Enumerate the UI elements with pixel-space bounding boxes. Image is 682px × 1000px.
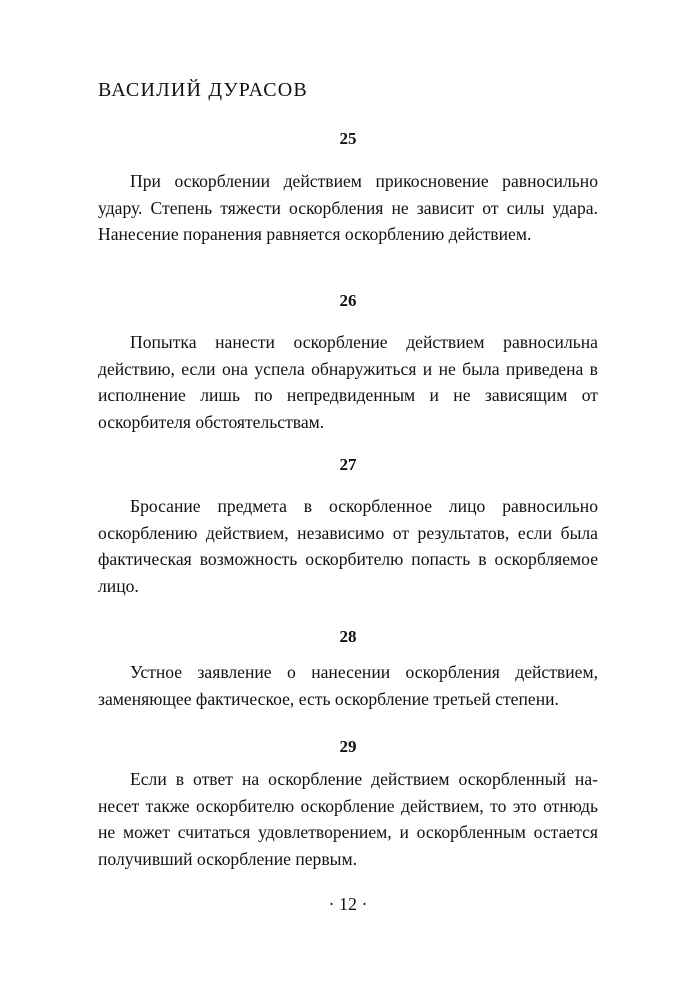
section-number: 29 (339, 737, 357, 756)
section-number: 27 (339, 455, 357, 474)
section-text: Попытка нанести оскорбление действием равносильна действию, если она успела обнаружиться и не была приведена в исполнение лишь по непредвиденным и не зависящим от оскорбителя обстоятельствам. (98, 332, 598, 432)
section-text: Бросание предмета в оскорбленное лицо равносильно оскорблению действием, независимо от результатов, если была фактическая возможность оскорбителю попасть в оскорбляемое лицо. (98, 496, 598, 596)
section-text: При оскорблении действием прикосновение равносильно удару. Степень тяжести оскорбления не зависит от силы удара. Нанесение поранения равняется оскорблению действием. (98, 171, 598, 244)
section-number: 26 (339, 291, 357, 310)
running-head-author: ВАСИЛИЙ ДУРАСОВ (98, 79, 308, 101)
section-text: Устное заявление о нанесении оскорбления действием, заменяющее фактическое, есть оскорбление третьей степени. (98, 662, 598, 709)
section-number: 25 (339, 129, 357, 148)
section-text: Если в ответ на оскорбление действием оскорбленный нанесет также оскорбителю оскорбление действием, то это отнюдь не может считаться удовлетворением, и оскорбленным остается получивший оскорбление первым. (98, 769, 598, 869)
section-number: 28 (339, 627, 357, 646)
page-number: · 12 · (328, 894, 368, 914)
